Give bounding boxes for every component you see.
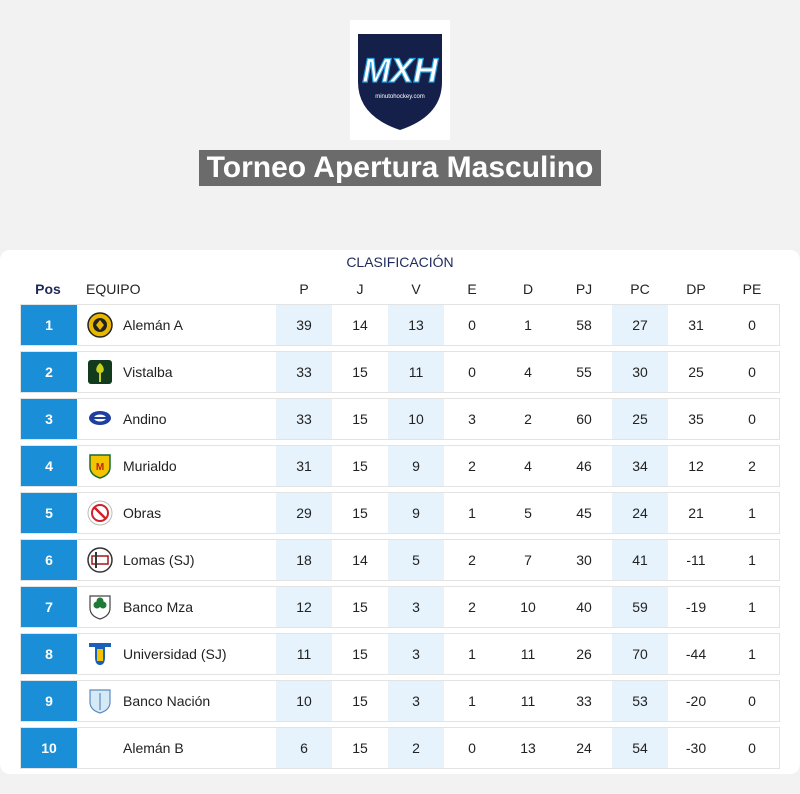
stat-d: 4 (524, 364, 532, 380)
stat-pc: 30 (612, 352, 668, 392)
lomas-crest-icon (87, 547, 113, 573)
logo-site: minutohockey.com (375, 94, 425, 100)
section-title: CLASIFICACIÓN (346, 254, 454, 270)
position-badge: 5 (21, 493, 77, 533)
stat-j: 15 (352, 740, 368, 756)
stat-p: 31 (276, 446, 332, 486)
stat-v: 3 (388, 681, 444, 721)
header-pj: PJ (575, 281, 593, 297)
stat-pj: 60 (576, 411, 592, 427)
stat-dp: -11 (686, 552, 706, 568)
stat-dp: 12 (688, 458, 704, 474)
stat-pj: 26 (576, 646, 592, 662)
stat-v: 2 (388, 728, 444, 768)
stat-j: 14 (352, 317, 368, 333)
position-badge: 4 (21, 446, 77, 486)
stat-j: 14 (352, 552, 368, 568)
stat-v: 5 (388, 540, 444, 580)
stat-j: 15 (352, 411, 368, 427)
stat-v: 3 (388, 587, 444, 627)
stat-dp: 21 (688, 505, 704, 521)
team-name[interactable]: Lomas (SJ) (123, 552, 195, 568)
aleman-a-crest-icon (87, 312, 113, 338)
stat-e: 1 (468, 693, 476, 709)
standings-card (0, 250, 800, 774)
banco-nacion-crest-icon (87, 688, 113, 714)
team-name[interactable]: Banco Mza (123, 599, 194, 615)
stat-p: 39 (276, 305, 332, 345)
header-j: J (356, 281, 364, 297)
stat-pj: 24 (576, 740, 592, 756)
stat-pe: 1 (748, 552, 756, 568)
team-name[interactable]: Andino (123, 411, 167, 427)
position-badge: 2 (21, 352, 77, 392)
stat-dp: -19 (685, 599, 707, 615)
stat-pc: 25 (612, 399, 668, 439)
stat-d: 11 (520, 646, 536, 662)
stat-e: 1 (468, 505, 476, 521)
table-row[interactable] (20, 398, 780, 440)
stat-pc: 70 (612, 634, 668, 674)
stat-j: 15 (352, 458, 368, 474)
stat-j: 15 (352, 693, 368, 709)
page-title-text: Torneo Apertura Masculino (199, 150, 602, 186)
table-row[interactable] (20, 445, 780, 487)
stat-pc: 59 (612, 587, 668, 627)
stat-d: 1 (524, 317, 532, 333)
svg-text:M: M (95, 462, 105, 473)
stat-dp: 25 (688, 364, 704, 380)
header-pos: Pos (35, 281, 61, 297)
stat-dp: -30 (685, 740, 707, 756)
stat-pc: 53 (612, 681, 668, 721)
table-row[interactable] (20, 727, 780, 769)
stat-d: 7 (524, 552, 532, 568)
stat-p: 11 (276, 634, 332, 674)
stat-e: 0 (468, 364, 476, 380)
stat-pc: 24 (612, 493, 668, 533)
stat-p: 6 (276, 728, 332, 768)
table-row[interactable] (20, 492, 780, 534)
position-badge: 7 (21, 587, 77, 627)
header-d: D (522, 281, 534, 297)
obras-crest-icon (87, 500, 113, 526)
stat-j: 15 (352, 364, 368, 380)
stat-d: 4 (524, 458, 532, 474)
stat-pe: 1 (748, 599, 756, 615)
stat-pj: 58 (576, 317, 592, 333)
stat-pj: 30 (576, 552, 592, 568)
murialdo-crest-icon (87, 453, 113, 479)
table-row[interactable] (20, 633, 780, 675)
stat-v: 10 (388, 399, 444, 439)
header-dp: DP (686, 281, 706, 297)
stat-p: 33 (276, 352, 332, 392)
position-badge: 10 (21, 728, 77, 768)
stat-p: 29 (276, 493, 332, 533)
stat-pe: 0 (748, 411, 756, 427)
position-badge: 8 (21, 634, 77, 674)
stat-p: 18 (276, 540, 332, 580)
page-title (0, 150, 800, 186)
team-name[interactable]: Alemán A (123, 317, 183, 333)
stat-pe: 0 (748, 364, 756, 380)
stat-e: 3 (468, 411, 476, 427)
stat-e: 2 (468, 599, 476, 615)
stat-v: 11 (388, 352, 444, 392)
stat-e: 1 (468, 646, 476, 662)
stat-p: 12 (276, 587, 332, 627)
universidad-crest-icon (87, 641, 113, 667)
header-e: E (467, 281, 477, 297)
banco-mza-crest-icon (87, 594, 113, 620)
vistalba-crest-icon (87, 359, 113, 385)
table-row[interactable] (20, 680, 780, 722)
stat-pj: 55 (576, 364, 592, 380)
stat-v: 9 (388, 446, 444, 486)
stat-j: 15 (352, 646, 368, 662)
mxh-shield-icon (350, 20, 450, 140)
stat-pe: 1 (748, 646, 756, 662)
team-name[interactable]: Murialdo (123, 458, 177, 474)
stat-e: 2 (468, 552, 476, 568)
header-pc: PC (630, 281, 650, 297)
stat-v: 9 (388, 493, 444, 533)
stat-e: 0 (468, 740, 476, 756)
stat-j: 15 (352, 599, 368, 615)
position-badge: 1 (21, 305, 77, 345)
header-p: P (299, 281, 309, 297)
stat-d: 11 (520, 693, 536, 709)
header-v: V (411, 281, 421, 297)
stat-pe: 1 (748, 505, 756, 521)
stat-p: 10 (276, 681, 332, 721)
andino-crest-icon (87, 406, 113, 432)
stat-pj: 40 (576, 599, 592, 615)
stat-d: 10 (520, 599, 536, 615)
stat-dp: 31 (688, 317, 704, 333)
stat-pc: 27 (612, 305, 668, 345)
team-name[interactable]: Universidad (SJ) (123, 646, 227, 662)
team-name[interactable]: Obras (123, 505, 162, 521)
header-team: EQUIPO (86, 281, 141, 297)
stat-pj: 46 (576, 458, 592, 474)
stat-pc: 34 (612, 446, 668, 486)
stat-p: 33 (276, 399, 332, 439)
stat-pc: 41 (612, 540, 668, 580)
position-badge: 6 (21, 540, 77, 580)
stat-pe: 0 (748, 693, 756, 709)
table-row[interactable] (20, 304, 780, 346)
stat-e: 2 (468, 458, 476, 474)
stat-e: 0 (468, 317, 476, 333)
stat-pe: 0 (748, 740, 756, 756)
stat-j: 15 (352, 505, 368, 521)
table-row[interactable] (20, 351, 780, 393)
stat-d: 2 (524, 411, 532, 427)
table-header (20, 280, 780, 298)
team-name[interactable]: Alemán B (123, 740, 184, 756)
stat-dp: 35 (688, 411, 704, 427)
position-badge: 9 (21, 681, 77, 721)
stat-pj: 45 (576, 505, 592, 521)
stat-pc: 54 (612, 728, 668, 768)
stat-dp: -20 (685, 693, 707, 709)
mxh-logo (350, 20, 450, 140)
stat-v: 3 (388, 634, 444, 674)
stat-d: 13 (520, 740, 536, 756)
stat-pe: 2 (748, 458, 756, 474)
header-pe: PE (742, 281, 762, 297)
stat-pe: 0 (748, 317, 756, 333)
table-row[interactable] (20, 586, 780, 628)
stat-v: 13 (388, 305, 444, 345)
stat-pj: 33 (576, 693, 592, 709)
position-badge: 3 (21, 399, 77, 439)
team-name[interactable]: Banco Nación (123, 693, 211, 709)
table-row[interactable] (20, 539, 780, 581)
stat-d: 5 (524, 505, 532, 521)
logo-wordmark: MXH (362, 52, 438, 90)
stat-dp: -44 (685, 646, 707, 662)
team-name[interactable]: Vistalba (123, 364, 173, 380)
